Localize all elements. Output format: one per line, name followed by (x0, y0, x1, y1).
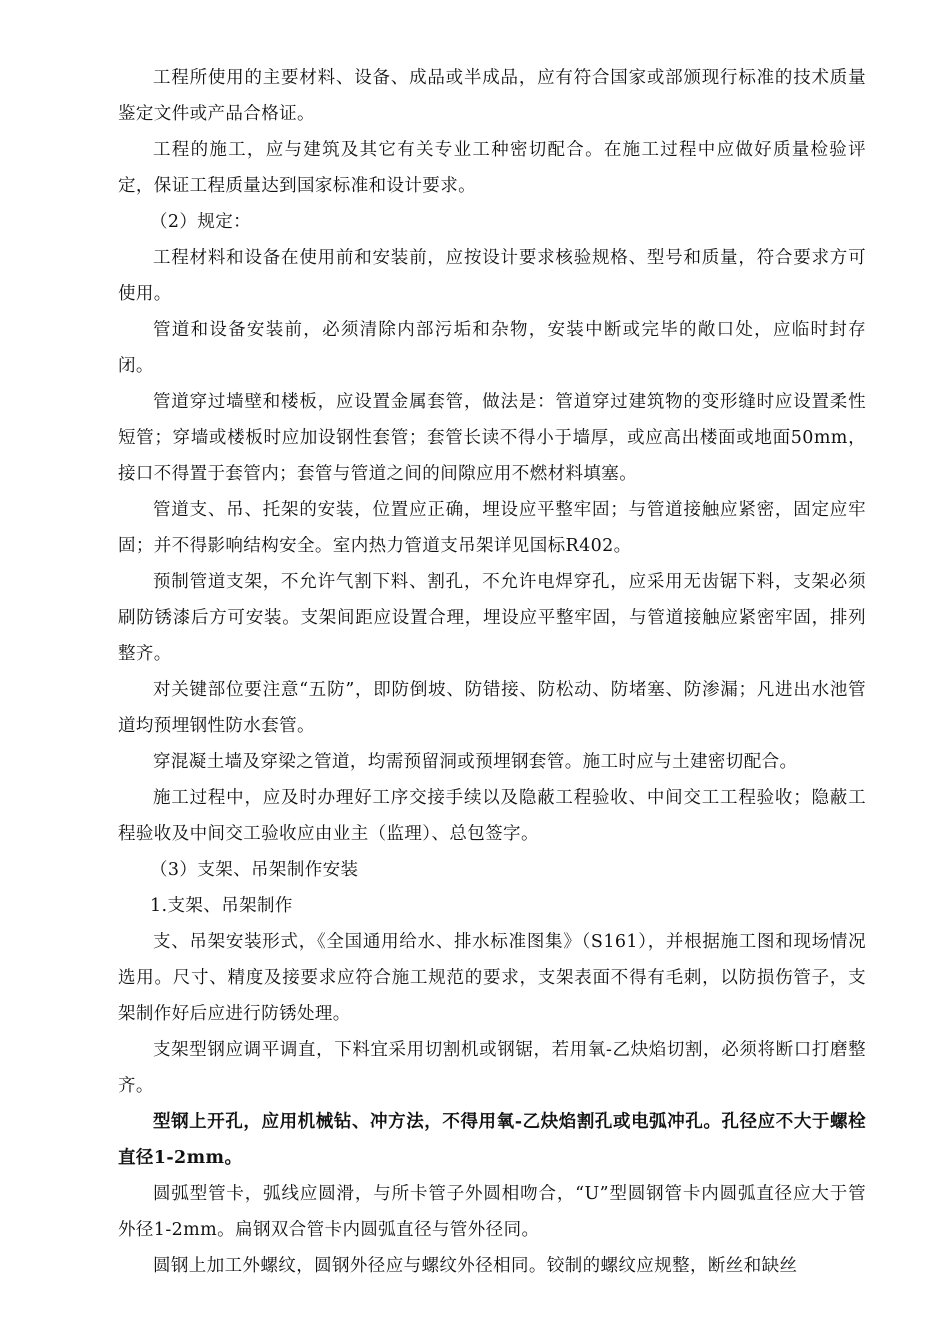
paragraph-construction-coordination: 工程的施工，应与建筑及其它有关专业工种密切配合。在施工过程中应做好质量检验评定，保证工程质量达到国家标准和设计要求。 (118, 140, 866, 196)
document-page (118, 60, 866, 1284)
paragraph-materials: 工程所使用的主要材料、设备、成品或半成品，应有符合国家或部颁现行标准的技术质量鉴定文件或产品合格证。 (118, 68, 866, 124)
paragraph-material-inspection: 工程材料和设备在使用前和安装前，应按设计要求核验规格、型号和质量，符合要求方可使用。 (118, 248, 866, 304)
section-heading-support-fabrication: （3）支架、吊架制作安装 (150, 860, 359, 880)
section-heading-regulations: （2）规定： (150, 212, 252, 232)
paragraph-steel-cutting: 支架型钢应调平调直，下料宜采用切割机或钢锯，若用氧-乙炔焰切割，必须将断口打磨整齐。 (118, 1040, 866, 1096)
paragraph-sleeves: 管道穿过墙壁和楼板，应设置金属套管，做法是：管道穿过建筑物的变形缝时应设置柔性短管；穿墙或楼板时应加设钢性套管；套管长读不得小于墙厚，或应高出楼面或地面50mm，接口不得置于套管内；套管与管道之间的间隙应用不燃材料填塞。 (118, 392, 866, 484)
paragraph-drilling-bold: 型钢上开孔，应用机械钻、冲方法，不得用氧-乙炔焰割孔或电弧冲孔。孔径应不大于螺栓直径1-2mm。 (118, 1112, 866, 1168)
paragraph-pipe-clamps: 圆弧型管卡，弧线应圆滑，与所卡管子外圆相吻合，“U”型圆钢管卡内圆弧直径应大于管外径1-2mm。扁钢双合管卡内圆弧直径与管外径同。 (118, 1184, 866, 1240)
paragraph-inspection-handover: 施工过程中，应及时办理好工序交接手续以及隐蔽工程验收、中间交工工程验收；隐蔽工程验收及中间交工验收应由业主（监理）、总包签字。 (118, 788, 866, 844)
paragraph-support-types: 支、吊架安装形式，《全国通用给水、排水标准图集》（S161），并根据施工图和现场情况选用。尺寸、精度及接要求应符合施工规范的要求，支架表面不得有毛刺，以防损伤管子，支架制作好后应进行防锈处理。 (118, 932, 866, 1024)
subsection-heading-fabrication: 1.支架、吊架制作 (150, 896, 293, 916)
paragraph-threading: 圆钢上加工外螺纹，圆钢外径应与螺纹外径相同。铰制的螺纹应规整，断丝和缺丝 (153, 1256, 798, 1276)
paragraph-supports: 管道支、吊、托架的安装，位置应正确，埋设应平整牢固；与管道接触应紧密，固定应牢固；并不得影响结构安全。室内热力管道支吊架详见国标R402。 (118, 500, 866, 556)
paragraph-pipe-cleaning: 管道和设备安装前，必须清除内部污垢和杂物，安装中断或完毕的敞口处，应临时封存闭。 (118, 320, 866, 376)
paragraph-concrete-wall: 穿混凝土墙及穿梁之管道，均需预留洞或预埋钢套管。施工时应与土建密切配合。 (153, 752, 798, 772)
paragraph-prefab-supports: 预制管道支架，不允许气割下料、割孔，不允许电焊穿孔，应采用无齿锯下料，支架必须刷防锈漆后方可安装。支架间距应设置合理，埋设应平整牢固，与管道接触应紧密牢固，排列整齐。 (118, 572, 866, 664)
paragraph-five-prevention: 对关键部位要注意“五防”，即防倒坡、防错接、防松动、防堵塞、防渗漏；凡进出水池管道均预埋钢性防水套管。 (118, 680, 866, 736)
